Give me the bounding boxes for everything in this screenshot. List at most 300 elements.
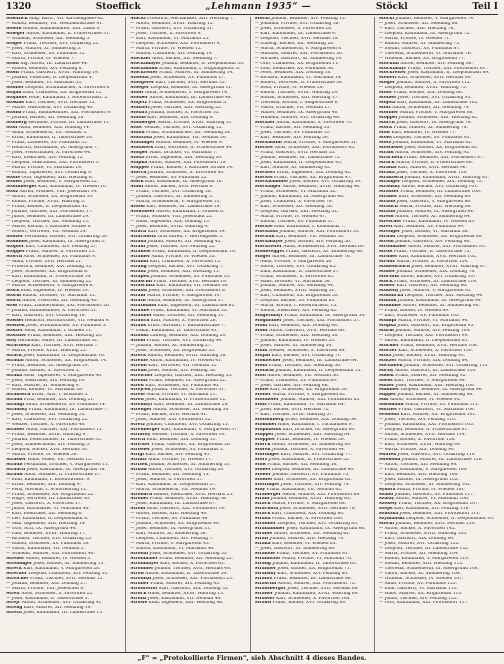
entry-details: — Johann, Fleischhauer, II. Taborstraße 33. <box>6 438 102 443</box>
entry-details: Josef, Kaufmann, II. Praterstraße 12. <box>143 398 227 403</box>
entry-surname: Strele <box>130 393 145 398</box>
entry-surname: Strebinger <box>6 561 33 566</box>
entry-details: — Leopold, Tischler, XXI. Floridsdorf 99. <box>378 334 469 338</box>
entry-details: Karl, Kaufmann, III. Landstraße 102. <box>395 101 479 106</box>
entry-details: Josef, Kaufmann, IX. Alsergrund 18. <box>25 467 106 472</box>
entry-details: — Franz, Beamter, XII. Meidling 15. <box>130 472 210 477</box>
entry-surname: Strenger <box>378 229 401 234</box>
entry-details: — Leopold, Maschinist, XXI. Floridsdorf 3. <box>6 160 100 165</box>
entry-details: — Josef, Kaufmann, III. Landstraße 67. <box>130 502 217 507</box>
entry-details: Karl, Beamter, XIX. Döbling 48. <box>267 324 339 329</box>
entry-details: Franz, Tischler, XVI. Ottakring 44. <box>145 338 223 343</box>
entry-details: — Theresia, Schneiderin, IX. Alsergrund 108. <box>378 566 479 571</box>
entry-details: Franz, Maurer, XI. Simmering 78. <box>392 125 468 130</box>
entry-surname: Strigl <box>130 452 145 457</box>
entry-details: Franz, Zimmermann, XXI. Floridsdorf 26. <box>17 304 111 309</box>
entry-details: Josef, Schneider, XV. Fünfhaus 3. <box>150 447 224 452</box>
entry-surname: Szymanski <box>378 517 405 522</box>
entry-details: Karl, Schneider, XV. Fünfhaus 40. <box>144 383 220 388</box>
entry-details: Karl, Schneider, X. Favoriten 130. <box>396 348 473 353</box>
entry-surname: Straka <box>378 170 395 175</box>
entry-details: Johann, Beamter, XIV. Penzing 13. <box>269 17 347 21</box>
entry-details: Franz, Bäcker, XIX. Döbling 66. <box>392 91 464 96</box>
entry-details: Franz, Kaufmann, VII. Neubau 62. <box>265 487 343 492</box>
entry-surname: Stössel <box>6 319 24 324</box>
entry-details: — Maria, Private, VIII. Josefstadt 6. <box>6 586 85 591</box>
entry-details: — Richard, Kaufmann, VI. Mariahilf 14. <box>254 76 342 81</box>
entry-surname: Strada <box>130 239 147 244</box>
entry-details: Josef, Maurer, V. Margareten 92. <box>398 289 472 294</box>
entry-surname: Stumpf <box>378 319 397 324</box>
entry-details: Anton, Fleischer, XII. Meidling 40. <box>20 299 98 304</box>
entry-details: Franz, Gastwirt, XVIII. Währing 19. <box>19 71 100 76</box>
entry-details: Franz, Kellner, I. Kärntner Straße 14. <box>149 165 234 170</box>
entry-surname: Stöckler <box>254 121 275 126</box>
directory-entry <box>255 601 372 606</box>
entry-surname: Sykora <box>378 487 396 492</box>
entry-surname: Stransky <box>254 571 276 576</box>
entry-surname: Stradal <box>378 165 397 170</box>
entry-surname: Stoß <box>6 304 18 309</box>
entry-surname: Storm <box>6 294 21 299</box>
entry-surname: Stummer <box>378 304 402 309</box>
entry-surname: Strach <box>130 229 147 234</box>
entry-details: Karl, Maurer, XVII. Hernals 96. <box>396 165 467 170</box>
entry-surname: Strebl <box>378 215 394 220</box>
entry-details: — Josef, Schlosser, X. Favoriten 28. <box>254 26 333 31</box>
directory-entry <box>379 601 496 606</box>
entry-details: — Josef, Maurer, XVI. Ottakring 125. <box>378 542 460 547</box>
entry-details: Josef, Beamter, XIII. Hietzing 11. <box>146 269 221 274</box>
entry-details: Johann, Maurer, XXI. Floridsdorf 63. <box>278 398 361 403</box>
entry-details: — Josef, Kaufmann, II. Taborstraße 5. <box>6 596 89 601</box>
entry-surname: Stopka <box>130 160 148 165</box>
entry-details: Franz, Beamter, XVIII. Währing 38. <box>148 497 228 502</box>
entry-surname: Straschitz <box>130 284 155 289</box>
entry-details: Johann, Gastwirt, XV. Fünfhaus 117. <box>393 492 475 497</box>
entry-details: Josef, Beamter, V. Margareten 22. <box>22 180 98 185</box>
entry-details: Josef, Gastwirt, IX. Alsergrund 78. <box>394 121 472 126</box>
entry-surname: Streck <box>130 353 147 358</box>
entry-details: — Johann, Maurer, XII. Meidling 44. <box>254 284 335 289</box>
entry-details: — Karl, Elektriker, XII. Meidling 6. <box>6 512 83 517</box>
entry-details: Karl, Beamter, IV. Wieden 65. <box>270 542 337 547</box>
entry-surname: Stuchlik <box>378 274 400 279</box>
entry-surname: Stöttner <box>6 334 27 338</box>
entry-details: Johann, Maurer, IX. Alsergrund 84. <box>395 210 475 215</box>
entry-details: Rudolf, Bahnbeamter, XIII. Lainz 9. <box>21 26 101 31</box>
entry-surname: Strack <box>6 353 22 358</box>
entry-details: Wenzel, Tischler, X. Favoriten 18. <box>150 433 226 438</box>
entry-details: Ernst, Arzt, I. Wollzeile 5. <box>30 393 89 398</box>
entry-details: Anton, Bäcker, XVI. Ottakring 101. <box>400 185 479 190</box>
entry-details: — Leopold, Beamter, XVIII. Währing 75. <box>378 86 467 91</box>
entry-details: Karl, Beamter, VII. Neubau 50. <box>274 234 345 239</box>
entry-surname: Stössl <box>130 205 145 210</box>
entry-details: Friedrich, Mechaniker, XIII. Hietzing 7. <box>145 17 235 21</box>
entry-details: — Franz, Kellner, II. Leopoldstadt 41. <box>6 205 89 210</box>
entry-surname: Stockhammer <box>254 180 289 185</box>
entry-details: Karl, Chauffeur, X. Favoriten 12. <box>148 259 222 264</box>
entry-details: Franz, Kaufmann, VI. Mariahilf 64. <box>266 403 346 408</box>
entry-surname: Strobl <box>378 239 394 244</box>
entry-details: Josef, Kaufmann, II. Leopoldstadt 16. <box>21 353 106 358</box>
entry-details: — Franz, Beamter, XVIII. Währing 9. <box>6 433 87 438</box>
entry-surname: Strejc <box>6 601 21 606</box>
entry-surname: Stütz <box>378 353 392 358</box>
entry-details: — Leopold, Tischler, III. Landstraße 132. <box>378 546 470 551</box>
column-3 <box>255 17 375 653</box>
entry-details: Leopold, Beamter, IX. Alsergrund 96. <box>399 388 483 393</box>
entry-details: Rudolf, Beamter, XVIII. Währing 26. <box>146 353 227 358</box>
entry-surname: Stroß <box>130 571 144 576</box>
entry-details: Franz, Tischler, II. Taborstraße 75. <box>392 249 471 254</box>
entry-surname: Szalay <box>378 497 395 502</box>
entry-details: Karl, Schlosser, XIV. Penzing 80. <box>275 571 349 576</box>
entry-details: — Heinrich, Buchhalter, IX. Alsergrund 7. <box>6 145 99 150</box>
entry-surname: Stopper <box>254 433 274 438</box>
entry-details: Karl, Schlosser, XX. Brigittenau 65. <box>272 477 352 482</box>
entry-surname: Stolper <box>130 150 149 155</box>
entry-surname: Stöttinger <box>254 482 280 487</box>
entry-details: — Wilhelm, Schlosser, IV. Wieden 107. <box>378 576 464 581</box>
entry-details: Franz, Tischler, XX. Brigittenau 107. <box>397 502 480 507</box>
entry-surname: Straberger <box>254 492 281 497</box>
entry-surname: Stoszek <box>6 324 25 329</box>
entry-details: Josef, Schlosser, XXI. Floridsdorf 8. <box>147 289 227 294</box>
entry-surname: Sulzer <box>378 383 395 388</box>
entry-surname: Strobel <box>130 497 149 502</box>
entry-surname: Stoppel <box>6 249 25 254</box>
entry-surname: Strabl <box>254 497 270 502</box>
entry-details: — Maria, Köchin, I. Rotenturmstr. 15. <box>254 304 338 309</box>
entry-surname: Stöklerl <box>130 106 150 111</box>
entry-details: Emil, Vertreter, II. Praterstraße 44. <box>153 145 233 150</box>
page-number: 1320 <box>6 2 32 12</box>
entry-surname: Struber <box>378 254 398 259</box>
entry-details: Ferdinand, Bäcker, XVI. Ottakring 50. <box>23 234 109 239</box>
entry-surname: Stögmüller <box>254 319 282 324</box>
entry-details: Josef, Bäcker, XIV. Penzing 56. <box>283 239 352 244</box>
entry-details: Maria, Private, XV. Fünfhaus 111. <box>403 403 480 408</box>
entry-details: Josef, Schneider, XVI. Ottakring 53. <box>148 551 228 556</box>
entry-surname: Struck <box>130 591 147 596</box>
entry-details: — Rudolf, Beamter, XIV. Penzing 8. <box>6 66 83 71</box>
entry-surname: Straube <box>130 309 150 314</box>
entry-surname: Stoßer <box>254 472 271 477</box>
entry-details: — Karl, Kaufmann, III. Landstraße 9. <box>254 31 337 36</box>
entry-details: Rudolf, Elektriker, XVII. Hernals 25. <box>152 492 234 497</box>
entry-details: Ing. Alfred, III. Landstraße 44. <box>18 61 88 66</box>
entry-details: Leopold, Schneider, XIX. Döbling 72. <box>400 180 483 185</box>
entry-details: — Walter, Beamter, IX. Alsergrund 40. <box>254 111 339 116</box>
entry-surname: Stolz <box>6 190 19 195</box>
entry-surname: Strebl <box>130 338 146 343</box>
entry-details: Hans, Maler, VII. Neubau 15. <box>26 457 93 462</box>
entry-surname: Stommel <box>254 423 277 428</box>
entry-surname: Stöhr <box>254 329 268 334</box>
entry-details: Karl, Beamter, XIX. Döbling 8. <box>145 116 214 121</box>
entry-surname: Strnad <box>378 234 396 239</box>
entry-details: — Maria, Private, XVIII. Währing 23. <box>6 348 88 353</box>
entry-details: Josef, Tischler, XVII. Hernals 84. <box>285 586 359 591</box>
entry-surname: Strnad <box>130 467 147 472</box>
entry-details: Anton, Gastwirt, XVII. Hernals 66. <box>268 329 346 334</box>
entry-surname: Stürzer <box>378 348 397 353</box>
entry-surname: Stöcklmayr <box>378 66 407 71</box>
entry-surname: Stoeffick <box>6 17 28 21</box>
entry-details: — Johann, Fleischer, II. Leopoldstadt 4. <box>6 76 94 81</box>
entry-surname: Stollnberger <box>6 185 37 190</box>
entry-details: Otto, Ingenieur, XIII. Hietzing 6. <box>20 175 93 180</box>
entry-surname: Strantz <box>254 576 273 581</box>
entry-details: — Anton, Tischler, XVI. Ottakring 65. <box>254 264 337 269</box>
entry-surname: Stoy <box>254 487 266 492</box>
entry-details: — Robert, Vertreter, II. Praterstraße 36. <box>254 81 344 86</box>
entry-details: Karl, Schlosser, XVII. Hernals 90. <box>396 76 472 81</box>
entry-details: — Maria, Private, IV. Wieden 7. <box>6 56 75 61</box>
entry-details: Josef, Schneider, XV. Fünfhaus 27. <box>148 76 226 81</box>
entry-details: — Emma, Private, XVIII. Währing 5. <box>6 200 86 205</box>
entry-surname: Stolfa <box>130 130 145 135</box>
entry-details: Franz, Kaufmann, VI. Mariahilf 33. <box>149 309 228 314</box>
entry-details: Anna, Schneiderin, XVII. Hernals 60. <box>281 244 365 249</box>
entry-details: — Franz, Bäcker, XVII. Hernals 41. <box>130 413 208 418</box>
entry-details: — Josef, Tischler, X. Favoriten 9. <box>130 31 202 36</box>
entry-details: Karl, Gastwirt, XIX. Döbling 35. <box>157 586 229 591</box>
entry-details: Karl, Maurer, XVI. Ottakring 77. <box>279 452 352 457</box>
entry-details: Josef, Beamter, III. Landstraße 84. <box>280 358 359 363</box>
entry-details: — Emil, Kaufmann, I. Rotenturmstr. 9. <box>6 477 91 482</box>
entry-details: Adolf, Gärtner, XXI. Floridsdorf 11. <box>24 428 104 433</box>
entry-surname: Stolz <box>254 403 267 408</box>
entry-details: Karl, Bäcker, XIV. Penzing 41. <box>144 452 211 457</box>
entry-surname: Stopper <box>130 165 150 170</box>
entry-surname: Strach <box>254 502 271 507</box>
entry-surname: Stockmann <box>130 66 158 71</box>
entry-surname: Stutzer <box>378 358 397 363</box>
entry-details: Johann, Kaufmann, II. Leopoldstadt 51. <box>273 368 362 373</box>
entry-surname: Stuber <box>378 269 396 274</box>
entry-details: Adolf, Musiker, II. Praterstraße 27. <box>22 472 102 477</box>
entry-surname: Sussmann <box>378 403 404 408</box>
entry-details: Josef, Maurer, XIV. Penzing 38. <box>146 368 216 373</box>
entry-details: Hermine, Private, III. Landstraße 11. <box>26 121 111 126</box>
entry-surname: Stramer <box>130 254 151 259</box>
entry-details: Johann, Schlosser, X. Favoriten 40. <box>146 170 225 175</box>
entry-details: Johann, Beamter, XVIII. Währing 63. <box>269 497 352 502</box>
entry-details: Ferdinand, Drucker, V. Margareten 11. <box>22 462 110 467</box>
entry-surname: Stolle <box>6 175 21 180</box>
entry-details: Karl, Kaufmann, XIV. Penzing 116. <box>392 507 470 512</box>
entry-details: — Leopold, Kaufmann, IX. Alsergrund 72. <box>378 31 471 36</box>
entry-surname: Stocker <box>254 145 274 150</box>
entry-surname: Stratmann <box>130 304 157 309</box>
entry-details: Josef, Bäcker, XI. Simmering 15. <box>32 561 105 566</box>
entry-details: Karl, Tischler, XVII. Hernals 33. <box>154 81 226 86</box>
entry-surname: Stöckl <box>378 522 395 527</box>
entry-details: Emil, Kaufmann, I. Kohlmarkt 7. <box>272 225 346 230</box>
entry-details: — Hans, Maurer, XX. Brigittenau 113. <box>378 591 463 596</box>
entry-details: Leopold, Chauffeur, XIV. Penzing 31. <box>26 571 109 576</box>
entry-surname: Strapek <box>130 274 150 279</box>
entry-details: Johann, Bäcker, X. Favoriten 35. <box>147 111 220 116</box>
entry-details: — Johann, Kaufmann, IV. Wieden 53. <box>254 338 336 343</box>
entry-surname: Stürmer <box>378 343 399 348</box>
entry-details: Karl, Beamter, III. Landstraße 24. <box>152 403 229 408</box>
entry-details: Franz, Schuhmacher, XII. Meidling 24. <box>144 130 232 135</box>
entry-details: — Franz, Bäcker, XII. Meidling 33. <box>254 125 331 130</box>
entry-surname: Straka <box>6 373 23 378</box>
entry-details: — Stefan, Beamter, XIII. Hietzing 112. <box>378 561 464 566</box>
entry-details: — Ludwig, Bäcker, XII. Meidling 26. <box>254 41 335 46</box>
entry-surname: Stupka <box>378 324 396 329</box>
entry-surname: Straus <box>130 324 147 329</box>
entry-surname: Stranger <box>378 180 401 185</box>
entry-surname: Strakele <box>130 249 151 254</box>
entry-surname: Strehle <box>130 358 149 363</box>
entry-surname: Storz <box>254 457 268 462</box>
entry-details: Karl, Kaufmann, VII. Neubau 36. <box>154 284 229 289</box>
entry-surname: Stoller <box>6 180 23 185</box>
entry-surname: Strauch <box>378 205 398 210</box>
entry-details: — Maria, Private, XII. Meidling 104. <box>378 551 459 556</box>
entry-surname: Struwe <box>130 601 148 606</box>
entry-details: — Karl, Maurer, XI. Simmering 36. <box>130 532 207 537</box>
entry-surname: Szeps <box>378 507 393 512</box>
entry-surname: Stojan <box>254 353 271 358</box>
entry-surname: Strohal <box>130 551 149 556</box>
entry-surname: Stoderl <box>378 76 397 81</box>
entry-details: — Leopold, Tischler, XI. Simmering 22. <box>6 279 93 284</box>
entry-details: — Wilhelm, Maurer, XXI. Floridsdorf 40. <box>6 551 95 556</box>
entry-details: Leopold, Schlosser, XX. Brigittenau 89. <box>395 234 483 239</box>
entry-details: Franz, Tischler, XVII. Hernals 12. <box>28 576 104 581</box>
entry-details: Johann, Kaufmann, II. Taborstraße 63. <box>270 561 357 566</box>
entry-details: — Josef, Gastwirt, X. Favoriten 17. <box>6 502 82 507</box>
entry-details: Karl, Maurer, XX. Brigittenau 101. <box>399 413 477 418</box>
entry-surname: Streng <box>6 606 23 611</box>
entry-details: Leopold, Gärtner, XIII. Hietzing 35. <box>152 373 233 378</box>
entry-details: — Viktor, Bäcker, XI. Simmering 108. <box>378 571 461 576</box>
entry-details: — Josef, Tischler, XIV. Penzing 110. <box>378 418 457 423</box>
entry-details: Karl, Bäcker, X. Favoriten 63. <box>158 561 226 566</box>
entry-details: — Franz, Lackierer, XV. Fünfhaus 31. <box>6 140 88 145</box>
entry-surname: Stuck <box>378 279 393 284</box>
entry-details: — Rosa, Private, IV. Wieden 28. <box>254 86 324 91</box>
entry-details: — Rudolf, Kaufmann, V. Margareten 110. <box>378 556 470 561</box>
entry-surname: Straub <box>6 462 23 467</box>
entry-details: Josef, Kaufmann, II. Praterstraße 52. <box>267 457 350 462</box>
entry-surname: Stricker <box>130 442 151 447</box>
entry-details: Franz, Bäcker, XII. Meidling 56. <box>265 462 338 467</box>
entry-details: Karl, Kaufmann, V. Margareten 28. <box>21 566 101 571</box>
entry-surname: Stöphasius <box>254 428 282 433</box>
entry-surname: Supper <box>378 393 397 398</box>
entry-surname: Stretz <box>130 423 145 428</box>
entry-details: — Leopold, Schlosser, XXI. Floridsdorf 4. <box>130 41 221 46</box>
entry-details: — Karl, Beamter, XIII. Hietzing 106. <box>378 472 459 477</box>
entry-surname: Strassberger <box>254 586 286 591</box>
entry-details: Karl, Chauffeur, XIV. Penzing 27. <box>24 244 98 249</box>
entry-surname: Straschil <box>254 581 277 586</box>
entry-surname: Strasser <box>378 190 399 195</box>
entry-surname: Strand <box>6 398 23 403</box>
entry-details: — Leopold, Tischler, XII. Meidling 13. <box>6 220 90 225</box>
entry-details: — Theresia, Köchin, I. Singerstraße 6. <box>254 101 339 106</box>
entry-details: Maria, Private, V. Margareten 80. <box>398 111 474 116</box>
entry-surname: Stöller <box>254 393 271 398</box>
entry-surname: Strohmayer <box>130 561 159 566</box>
entry-details: — Franz, Schneider, XX. Brigittenau 22. <box>6 492 95 497</box>
entry-details: Anton, Beamter, XI. Simmering 90. <box>401 304 480 309</box>
entry-surname: Strakosch <box>6 393 31 398</box>
entry-surname: Stoßier <box>254 477 273 482</box>
entry-details: — Josef, Tischler, XV. Fünfhaus 51. <box>254 130 331 135</box>
entry-details: — Johann, Beamter, III. Landstraße 72. <box>254 155 341 160</box>
entry-details: — Paul, Beamter, XVIII. Währing 17. <box>6 532 87 537</box>
entry-details: — Johann, Bäcker, XI. Simmering 27. <box>130 343 212 348</box>
entry-details: — Anton, Bäcker, XIII. Hietzing 40. <box>130 512 208 517</box>
entry-details: Alfred, Beamter, III. Landstraße 78. <box>270 254 351 259</box>
entry-details: — Franz, Tischler, XVI. Ottakring 38. <box>130 190 212 195</box>
entry-details: — Josef, Schlosser, XX. Brigittenau 8. <box>6 269 89 274</box>
entry-details: Maria, Private, VI. Mariahilf 21. <box>144 393 217 398</box>
entry-surname: Strecker <box>6 571 27 576</box>
entry-details: Franz, Kaufmann, IV. Wieden 83. <box>401 220 476 225</box>
entry-details: Hans, Drucker, VI. Mariahilf 7. <box>148 150 218 155</box>
entry-details: Maria, Private, V. Margareten 19. <box>145 294 221 299</box>
entry-details: — Karl, Schlosser, XII. Meidling 38. <box>254 205 334 210</box>
entry-details: Anton, Tischler, XI. Simmering 84. <box>393 215 472 220</box>
entry-details: — Franz, Schneider, VI. Mariahilf 52. <box>254 190 337 195</box>
entry-details: Graf Alfred, I. Herrengasse 5. <box>156 234 224 239</box>
entry-surname: Stoiber <box>6 86 24 91</box>
entry-details: Fritz, Beamter, XIX. Döbling 21. <box>22 398 95 403</box>
entry-details: — Josef, Beamter, VI. Mariahilf 33. <box>6 81 83 86</box>
entry-details: — Karl, Tischler, XIII. Hietzing 76. <box>378 26 455 31</box>
entry-details: — Marie, Wäscherin, XVI. Ottakring 40. <box>6 106 94 111</box>
entry-details: Emil, Beamter, XIX. Döbling 11. <box>145 438 217 443</box>
entry-details: — Franz, Schneider, XIII. Hietzing 58. <box>254 334 339 338</box>
entry-details: Josef, Schlosser, XXI. Floridsdorf 23. <box>151 576 234 581</box>
entry-details: Johann, Maurer, XXI. Floridsdorf 51. <box>277 229 360 234</box>
entry-details: — Anna, Private, V. Margareten 56. <box>254 259 333 264</box>
entry-details: — Karl, Schlosser, XVIII. Währing 99. <box>378 442 462 447</box>
entry-surname: Stoltz <box>130 155 145 160</box>
entry-surname: Stuhlik <box>378 299 397 304</box>
entry-surname: Suess <box>378 378 393 383</box>
directory-entry <box>6 611 123 616</box>
entry-details: — Johann, Beamter, XIX. Döbling 27. <box>6 581 88 586</box>
entry-surname: Strasser <box>6 457 27 462</box>
entry-surname: Strell <box>130 398 144 403</box>
entry-surname: Stößl <box>130 185 144 190</box>
page-footer: „F“ = „Protokollierte Firmen“, sieh Abschnitt 4 dieses Bandes. <box>0 652 504 662</box>
entry-details: Franz, Beamter, XIII. Hietzing 20. <box>26 334 103 338</box>
entry-surname: Strang <box>254 561 271 566</box>
entry-details: Anna, Private, IV. Wieden 17. <box>146 457 213 462</box>
entry-surname: Strassl <box>130 289 148 294</box>
entry-details: Johann, Maurer, XIII. Hietzing 70. <box>268 537 345 542</box>
entry-details: Josef, Kaufmann, III. Landstraße 15. <box>21 611 104 616</box>
entry-surname: Stroß <box>378 249 393 254</box>
entry-details: Anton, Kaufmann, III. Landstraße 48. <box>148 96 232 101</box>
entry-details: — Leopold, Schlosser, XI. Simmering 102. <box>378 482 472 487</box>
entry-details: Anton, Schlosser, XII. Meidling 30. <box>151 408 230 413</box>
entry-details: — Karl, Gastwirt, XVI. Ottakring 18. <box>6 314 86 319</box>
entry-surname: Stolz <box>378 106 391 111</box>
